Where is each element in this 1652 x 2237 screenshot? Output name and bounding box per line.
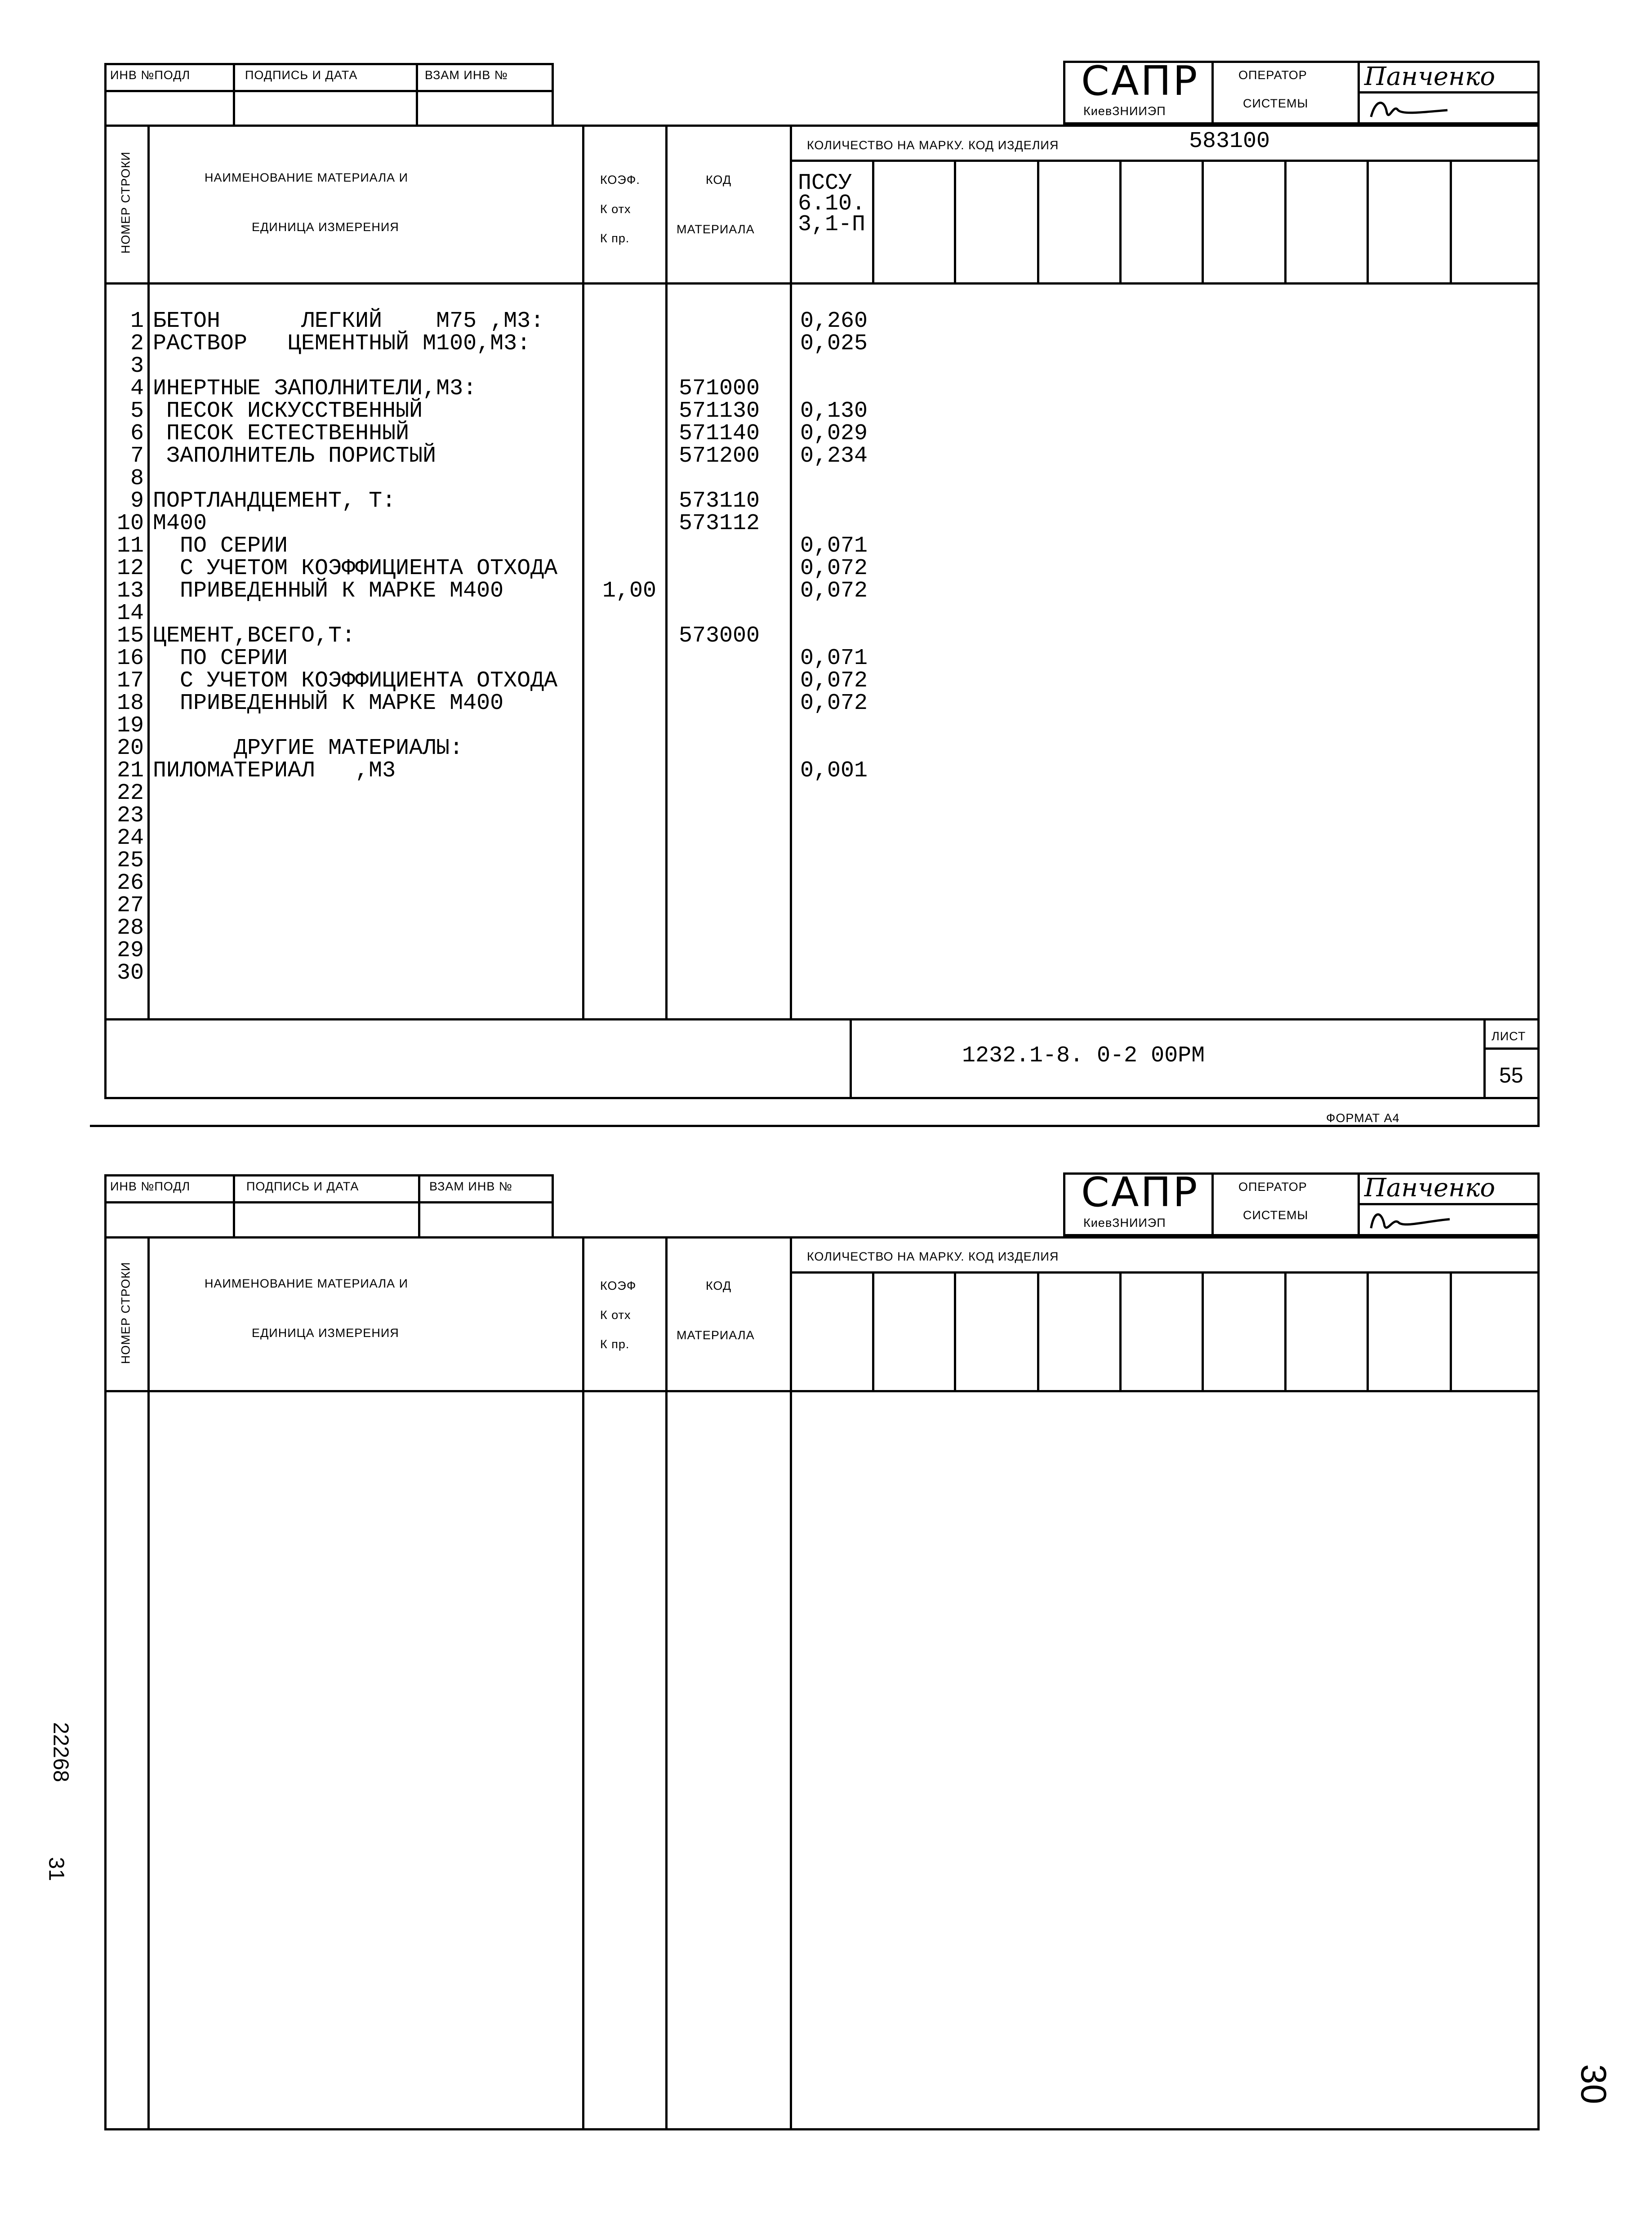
row-n: 2: [130, 331, 144, 356]
row-n: 29: [116, 938, 144, 963]
mark-line1: ПССУ: [798, 170, 852, 196]
row-kod: 571130: [679, 398, 760, 424]
sapr-org: КиевЗНИИЭП: [1083, 104, 1166, 118]
row-koef: [602, 535, 656, 557]
row-n: 23: [116, 803, 144, 829]
stamp-vzam-inv: ВЗАМ ИНВ №: [425, 68, 508, 82]
row-qty: [800, 625, 868, 647]
mark-line2: 6.10.: [798, 191, 866, 217]
line: [104, 1201, 554, 1203]
row-name: ПО СЕРИИ: [153, 533, 288, 559]
row-qty: 0,234: [800, 443, 868, 469]
row-kod: [679, 805, 760, 827]
row-koef: [602, 737, 656, 760]
row-koef: [602, 782, 656, 805]
operator-label: ОПЕРАТОР: [1238, 1180, 1307, 1194]
line: [104, 1018, 1540, 1020]
row-kod: [679, 872, 760, 895]
line: [104, 125, 1540, 127]
row-qty: [800, 827, 868, 850]
line: [233, 63, 235, 126]
row-kod: [679, 333, 760, 355]
row-name: БЕТОН ЛЕГКИЙ М75 ,М3:: [153, 308, 544, 334]
line: [1063, 1172, 1065, 1236]
row-koef: [602, 423, 656, 445]
row-name: ДРУГИЕ МАТЕРИАЛЫ:: [153, 735, 463, 761]
row-kod: [679, 670, 760, 692]
row-qty: [800, 715, 868, 737]
row-name: [153, 468, 557, 490]
row-qty: [800, 917, 868, 940]
operator-name: Панченко: [1364, 1173, 1496, 1203]
row-kod: [679, 940, 760, 962]
row-n: 12: [116, 556, 144, 581]
row-koef: [602, 692, 656, 715]
kod-header: КОД: [706, 173, 732, 187]
line: [1358, 1203, 1540, 1205]
row-kod: [679, 557, 760, 580]
operator-label: ОПЕРАТОР: [1238, 68, 1307, 82]
row-n: 24: [116, 825, 144, 851]
row-kod: 571000: [679, 376, 760, 401]
material-header: МАТЕРИАЛА: [677, 1328, 755, 1342]
line: [147, 125, 150, 1020]
row-koef: [602, 940, 656, 962]
row-number-header: НОМЕР СТРОКИ: [119, 1261, 133, 1364]
row-qty: [800, 895, 868, 917]
row-name: [153, 827, 557, 850]
row-name: [153, 917, 557, 940]
row-kod: [679, 827, 760, 850]
line: [1537, 125, 1540, 1127]
row-kod: [679, 580, 760, 602]
mark-line3: 3,1-П: [798, 212, 866, 237]
row-n: 20: [116, 735, 144, 761]
row-koef: [602, 827, 656, 850]
line: [665, 1236, 668, 2130]
line: [147, 1236, 150, 2130]
qty-header: КОЛИЧЕСТВО НА МАРКУ. КОД ИЗДЕЛИЯ: [807, 138, 1059, 152]
row-name: [153, 805, 557, 827]
line: [1211, 61, 1214, 125]
line: [1119, 160, 1122, 285]
row-numbers: [106, 310, 144, 985]
line: [790, 125, 792, 1020]
line: [872, 1271, 874, 1392]
row-name: [153, 872, 557, 895]
row-koef: [602, 512, 656, 535]
row-qty: 0,072: [800, 691, 868, 716]
margin-page-left: 31: [44, 1857, 68, 1881]
system-label: СИСТЕМЫ: [1243, 1208, 1309, 1222]
row-qty: 0,029: [800, 421, 868, 446]
signature: [1367, 1206, 1456, 1235]
row-koef: [602, 378, 656, 400]
row-kod: [679, 310, 760, 985]
line: [791, 1271, 1540, 1274]
line: [104, 1236, 107, 2130]
row-number-header: НОМЕР СТРОКИ: [119, 151, 133, 254]
row-qty: [800, 355, 868, 378]
row-name: ПРИВЕДЕННЫЙ К МАРКЕ М400: [153, 578, 504, 604]
row-name: ПЕСОК ЕСТЕСТВЕННЫЙ: [153, 421, 410, 446]
line: [791, 160, 1540, 162]
row-qty: 0,071: [800, 533, 868, 559]
line: [552, 1174, 554, 1237]
sapr-title: САПР: [1081, 58, 1199, 105]
margin-page-right: 30: [1574, 2064, 1614, 2104]
row-n: 11: [116, 533, 144, 559]
row-qty: 0,130: [800, 398, 868, 424]
line: [1284, 1271, 1287, 1392]
row-koef: [602, 468, 656, 490]
k-pr-header: К пр.: [600, 1337, 630, 1351]
line: [90, 1125, 1540, 1127]
row-name: М400: [153, 511, 207, 536]
row-n: 7: [130, 443, 144, 469]
row-n: 10: [116, 511, 144, 536]
stamp-inv-podl: ИНВ №ПОДЛ: [110, 68, 191, 82]
row-qty: [800, 512, 868, 535]
row-koef: [602, 557, 656, 580]
row-qty: [800, 737, 868, 760]
line: [104, 63, 107, 126]
row-n: 26: [116, 870, 144, 896]
row-koef: [602, 625, 656, 647]
line: [954, 160, 956, 285]
row-kod: [679, 895, 760, 917]
name-header-line1: НАИМЕНОВАНИЕ МАТЕРИАЛА И: [205, 1277, 408, 1290]
row-qty: 0,072: [800, 668, 868, 694]
row-n: 19: [116, 713, 144, 739]
line: [790, 1236, 792, 2130]
row-qty: [800, 872, 868, 895]
line: [1358, 91, 1540, 94]
line: [1450, 1271, 1452, 1392]
row-qty: [800, 490, 868, 512]
line: [104, 1390, 1540, 1392]
row-n: 30: [116, 960, 144, 986]
line: [1202, 160, 1204, 285]
line: [1202, 1271, 1204, 1392]
row-kod: 573110: [679, 488, 760, 514]
line: [104, 63, 554, 65]
qty-header: КОЛИЧЕСТВО НА МАРКУ. КОД ИЗДЕЛИЯ: [807, 1250, 1059, 1263]
row-n: 18: [116, 691, 144, 716]
row-n: 8: [130, 466, 144, 491]
row-kod: [679, 692, 760, 715]
stamp-inv-podl: ИНВ №ПОДЛ: [110, 1180, 191, 1193]
row-names: [153, 310, 557, 985]
row-name: [153, 355, 557, 378]
line: [233, 1174, 235, 1237]
row-n: 16: [116, 646, 144, 671]
row-kod: 571140: [679, 421, 760, 446]
coef-header: КОЭФ.: [600, 173, 640, 187]
row-n: 6: [130, 421, 144, 446]
stamp-vzam-inv: ВЗАМ ИНВ №: [429, 1180, 512, 1193]
name-header-line2: ЕДИНИЦА ИЗМЕРЕНИЯ: [252, 220, 399, 234]
row-koef: [602, 602, 656, 625]
name-header-line1: НАИМЕНОВАНИЕ МАТЕРИАЛА И: [205, 171, 408, 184]
k-otx-header: К отх: [600, 1308, 631, 1322]
row-kod: [679, 715, 760, 737]
line: [1537, 1236, 1540, 2130]
stamp-podpis-data: ПОДПИСЬ И ДАТА: [246, 1180, 359, 1193]
line: [104, 2128, 1540, 2130]
row-n: 25: [116, 848, 144, 873]
row-n: 27: [116, 893, 144, 918]
row-name: [153, 850, 557, 872]
k-otx-header: К отх: [600, 202, 631, 216]
row-koef: [602, 400, 656, 423]
line: [552, 63, 554, 126]
row-name: ЗАПОЛНИТЕЛЬ ПОРИСТЫЙ: [153, 443, 436, 469]
kod-header: КОД: [706, 1279, 732, 1292]
row-name: РАСТВОР ЦЕМЕНТНЫЙ М100,М3:: [153, 331, 531, 356]
list-label: ЛИСТ: [1492, 1029, 1526, 1043]
row-koef: [602, 310, 656, 333]
row-qty: [800, 310, 868, 985]
line: [1037, 1271, 1039, 1392]
row-qty: 0,072: [800, 578, 868, 604]
row-koef: [602, 647, 656, 670]
line: [1483, 1018, 1486, 1099]
line: [1211, 1172, 1214, 1236]
row-kod: 573112: [679, 511, 760, 536]
coef-header: КОЭФ: [600, 1279, 637, 1292]
line: [1537, 1172, 1540, 1236]
line: [1358, 61, 1360, 125]
line: [416, 63, 418, 126]
row-name: [153, 715, 557, 737]
row-qty: [800, 468, 868, 490]
row-koef: [602, 895, 656, 917]
row-qty: [800, 602, 868, 625]
line: [418, 1174, 420, 1237]
system-label: СИСТЕМЫ: [1243, 97, 1309, 110]
name-header-line2: ЕДИНИЦА ИЗМЕРЕНИЯ: [252, 1326, 399, 1340]
k-pr-header: К пр.: [600, 232, 630, 245]
row-name: ПЕСОК ИСКУССТВЕННЫЙ: [153, 398, 423, 424]
sapr-title: САПР: [1081, 1169, 1199, 1216]
row-n: 3: [130, 353, 144, 379]
row-kod: [679, 782, 760, 805]
row-n: 9: [130, 488, 144, 514]
row-n: 17: [116, 668, 144, 694]
line: [1450, 160, 1452, 285]
row-qty: [800, 940, 868, 962]
row-qty: 0,025: [800, 331, 868, 356]
row-name: ЦЕМЕНТ,ВСЕГО,Т:: [153, 623, 356, 649]
row-kod: [679, 917, 760, 940]
row-kod: [679, 962, 760, 985]
row-koef: [602, 850, 656, 872]
row-qty: 0,072: [800, 556, 868, 581]
row-name: [153, 962, 557, 985]
line: [582, 1236, 584, 2130]
row-qty: [800, 378, 868, 400]
row-qty: 0,260: [800, 308, 868, 334]
line: [582, 125, 584, 1020]
row-koef: [602, 445, 656, 468]
margin-code: 22268: [49, 1722, 73, 1782]
row-koef: [602, 355, 656, 378]
line: [1358, 1172, 1360, 1236]
row-name: ПРИВЕДЕННЫЙ К МАРКЕ М400: [153, 691, 504, 716]
line: [954, 1271, 956, 1392]
row-koef: [602, 805, 656, 827]
line: [104, 1097, 1540, 1099]
sapr-org: КиевЗНИИЭП: [1083, 1216, 1166, 1230]
row-kod: [679, 355, 760, 378]
row-kod: [679, 602, 760, 625]
row-koef: [602, 310, 656, 985]
row-qty: [800, 850, 868, 872]
row-qty: 0,071: [800, 646, 868, 671]
operator-name: Панченко: [1364, 62, 1496, 91]
line: [1037, 160, 1039, 285]
row-qty: [800, 962, 868, 985]
row-koef: [602, 917, 656, 940]
line: [1483, 1047, 1540, 1050]
line: [1537, 61, 1540, 125]
row-koef: [602, 490, 656, 512]
row-name: ПО СЕРИИ: [153, 646, 288, 671]
row-n: 4: [130, 376, 144, 401]
row-name: ПОРТЛАНДЦЕМЕНТ, Т:: [153, 488, 396, 514]
row-qty: [800, 782, 868, 805]
line: [850, 1018, 852, 1099]
line: [1119, 1271, 1122, 1392]
line: [665, 125, 668, 1020]
row-name: ИНЕРТНЫЕ ЗАПОЛНИТЕЛИ,М3:: [153, 376, 477, 401]
row-n: 22: [116, 780, 144, 806]
row-n: 14: [116, 601, 144, 626]
row-koef: [602, 872, 656, 895]
row-kod: [679, 535, 760, 557]
row-name: [153, 895, 557, 917]
row-koef: 1,00: [602, 578, 657, 604]
row-n: 5: [130, 398, 144, 424]
line: [104, 1174, 554, 1176]
row-kod: [679, 850, 760, 872]
row-n: 15: [116, 623, 144, 649]
signature: [1367, 94, 1456, 124]
row-koef: [602, 670, 656, 692]
row-qty: [800, 805, 868, 827]
row-n: 1: [130, 308, 144, 334]
row-name: С УЧЕТОМ КОЭФФИЦИЕНТА ОТХОДА: [153, 668, 558, 694]
product-code: 583100: [1189, 129, 1270, 154]
row-kod: [679, 760, 760, 782]
row-name: [153, 782, 557, 805]
material-header: МАТЕРИАЛА: [677, 223, 755, 236]
line: [104, 1236, 1540, 1239]
row-kod: [679, 737, 760, 760]
row-kod: [679, 310, 760, 333]
row-name: [153, 940, 557, 962]
format-label: ФОРМАТ А4: [1326, 1111, 1400, 1125]
line: [104, 1174, 107, 1237]
document-code: 1232.1-8. 0-2 00РМ: [962, 1043, 1205, 1069]
row-koef: [602, 760, 656, 782]
row-n: 13: [116, 578, 144, 604]
row-kod: 571200: [679, 443, 760, 469]
stamp-podpis-data: ПОДПИСЬ И ДАТА: [245, 68, 358, 82]
row-n: 21: [116, 758, 144, 784]
line: [1284, 160, 1287, 285]
row-kod: 573000: [679, 623, 760, 649]
row-koef: [602, 962, 656, 985]
row-koef: [602, 715, 656, 737]
line: [104, 282, 1540, 285]
row-name: С УЧЕТОМ КОЭФФИЦИЕНТА ОТХОДА: [153, 556, 558, 581]
line: [1367, 1271, 1369, 1392]
line: [872, 160, 874, 285]
line: [104, 90, 554, 92]
line: [1367, 160, 1369, 285]
line: [1063, 61, 1065, 125]
row-qty: 0,001: [800, 758, 868, 784]
list-number: 55: [1499, 1064, 1523, 1087]
row-kod: [679, 647, 760, 670]
row-name: ПИЛОМАТЕРИАЛ ,М3: [153, 758, 396, 784]
row-name: [153, 602, 557, 625]
row-n: 28: [116, 915, 144, 941]
row-kod: [679, 468, 760, 490]
row-koef: [602, 333, 656, 355]
